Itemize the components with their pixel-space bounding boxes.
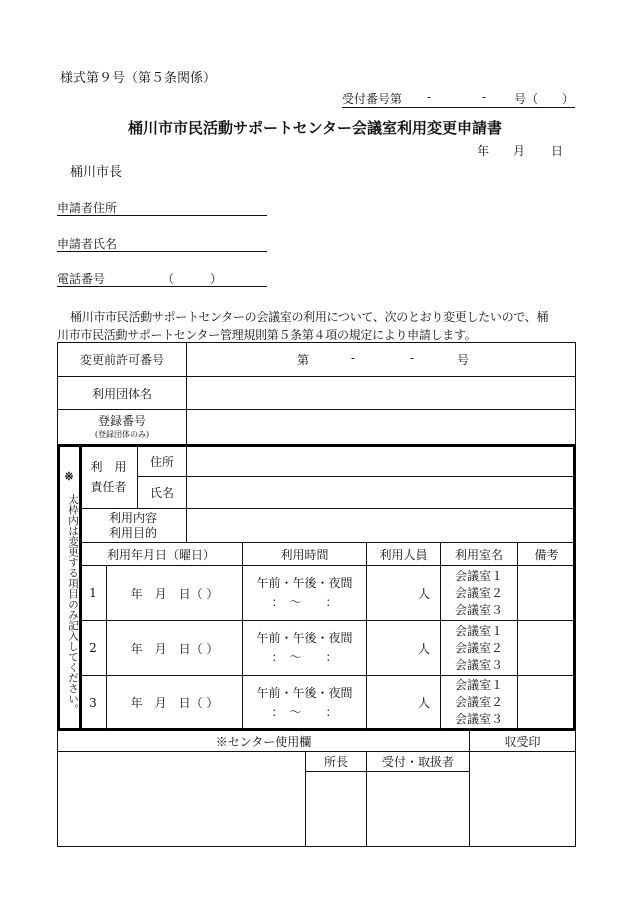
row-number: 1 xyxy=(89,586,97,600)
row-time-field[interactable] xyxy=(243,566,366,620)
receipt-sep: - xyxy=(482,90,487,104)
row-number: 2 xyxy=(89,641,97,655)
row-people-field[interactable] xyxy=(367,621,440,675)
applicant-name-label: 申請者氏名 xyxy=(57,237,118,251)
row-date-field[interactable] xyxy=(107,621,242,675)
row-date: 年 月 日（ ） xyxy=(130,641,219,656)
date-year: 年 xyxy=(477,144,490,158)
form-number: 様式第９号（第５条関係） xyxy=(60,71,217,86)
content-label: 利用内容 xyxy=(108,510,157,525)
receipt-stamp-area xyxy=(470,752,575,846)
permit-sep: - xyxy=(410,351,415,365)
row-date-field[interactable] xyxy=(107,566,242,620)
receipt-label: 受付番号第 xyxy=(342,92,403,106)
content-field[interactable] xyxy=(187,509,575,542)
side-note: 太枠内は変更する項目のみ記入してください。 xyxy=(67,494,79,715)
side-note-mark: ※ xyxy=(64,470,74,483)
permit-sep: - xyxy=(351,351,356,365)
row-note-field[interactable] xyxy=(518,621,575,675)
reg-no-note: (登録団体のみ) xyxy=(94,430,150,439)
room-option[interactable]: 会議室１ xyxy=(454,623,503,638)
applicant-address-label: 申請者住所 xyxy=(57,201,118,215)
room-option[interactable]: 会議室２ xyxy=(454,585,503,600)
receipt-sep: - xyxy=(427,90,432,104)
receipt-stamp-label: 収受印 xyxy=(504,735,541,749)
addressee: 桶川市長 xyxy=(70,165,123,180)
page-title: 桶川市市民活動サポートセンター会議室利用変更申請書 xyxy=(128,119,502,137)
group-name-field[interactable] xyxy=(187,377,575,409)
responsible-label-1: 利 用 xyxy=(90,460,127,474)
row-time-field[interactable] xyxy=(243,621,366,675)
responsible-name-label: 氏名 xyxy=(149,486,174,500)
col-date-header: 利用年月日（曜日） xyxy=(106,547,215,562)
date-month: 月 xyxy=(513,144,526,158)
group-name-label: 利用団体名 xyxy=(91,386,152,401)
row-people-unit: 人 xyxy=(417,696,430,710)
col-time-header: 利用時間 xyxy=(280,547,329,562)
permit-dai: 第 xyxy=(297,353,310,367)
row-time-period: 午前・午後・夜間 xyxy=(256,685,353,700)
row-time-range: ： ～ ： xyxy=(271,650,338,664)
intro-line-2: 川市市民活動サポートセンター管理規則第５条第４項の規定により申請します。 xyxy=(57,328,477,342)
row-number: 3 xyxy=(89,695,97,710)
room-option[interactable]: 会議室２ xyxy=(454,640,503,655)
row-time-period: 午前・午後・夜間 xyxy=(256,576,353,590)
receipt-go: 号（ ） xyxy=(514,92,575,106)
room-option[interactable]: 会議室２ xyxy=(454,695,503,709)
applicant-address-field[interactable] xyxy=(57,199,267,216)
room-option[interactable]: 会議室３ xyxy=(454,712,503,726)
responsible-label-2: 責任者 xyxy=(90,480,127,494)
handler-label: 受付・取扱者 xyxy=(381,755,454,769)
intro-line-1: 桶川市市民活動サポートセンターの会議室の利用について、次のとおり変更したいので、桶 xyxy=(70,310,549,324)
responsible-name-field[interactable] xyxy=(187,477,575,508)
row-date: 年 月 日（ ） xyxy=(130,696,219,710)
applicant-phone-label: 電話番号 xyxy=(57,272,106,286)
applicant-name-field[interactable] xyxy=(57,235,267,252)
reg-no-label: 登録番号 xyxy=(97,414,146,428)
room-option[interactable]: 会議室３ xyxy=(454,602,503,617)
applicant-phone-field[interactable] xyxy=(57,270,267,287)
row-date-field[interactable] xyxy=(107,676,242,729)
row-people-field[interactable] xyxy=(367,566,440,620)
row-time-field[interactable] xyxy=(243,676,366,729)
row-people-unit: 人 xyxy=(417,586,430,601)
row-note-field[interactable] xyxy=(518,676,575,729)
col-room-header: 利用室名 xyxy=(454,547,503,562)
col-note-header: 備考 xyxy=(534,547,559,562)
col-people-header: 利用人員 xyxy=(379,547,428,562)
applicant-phone-paren: （ ） xyxy=(162,272,223,286)
room-option[interactable]: 会議室１ xyxy=(454,568,503,583)
row-time-range: ： ～ ： xyxy=(271,704,338,719)
row-people-field[interactable] xyxy=(367,676,440,729)
row-people-unit: 人 xyxy=(417,641,430,656)
director-label: 所長 xyxy=(323,755,348,769)
responsible-address-label: 住所 xyxy=(149,454,174,469)
responsible-address-field[interactable] xyxy=(187,446,575,476)
reg-no-field[interactable] xyxy=(187,410,575,444)
permit-go: 号 xyxy=(457,353,470,367)
room-option[interactable]: 会議室３ xyxy=(454,657,503,672)
prev-permit-label: 変更前許可番号 xyxy=(79,353,164,367)
date-day: 日 xyxy=(551,144,564,158)
row-time-period: 午前・午後・夜間 xyxy=(256,631,353,645)
row-date: 年 月 日（ ） xyxy=(130,586,219,601)
center-use-label: ※センター使用欄 xyxy=(215,735,312,749)
row-time-range: ： ～ ： xyxy=(271,595,338,609)
row-note-field[interactable] xyxy=(518,566,575,620)
purpose-label: 利用目的 xyxy=(108,525,157,540)
director-seal-field[interactable] xyxy=(306,772,366,846)
prev-permit-field[interactable] xyxy=(187,343,575,376)
room-option[interactable]: 会議室１ xyxy=(454,678,503,692)
receipt-number-line xyxy=(342,90,575,108)
handler-seal-field[interactable] xyxy=(367,772,469,846)
